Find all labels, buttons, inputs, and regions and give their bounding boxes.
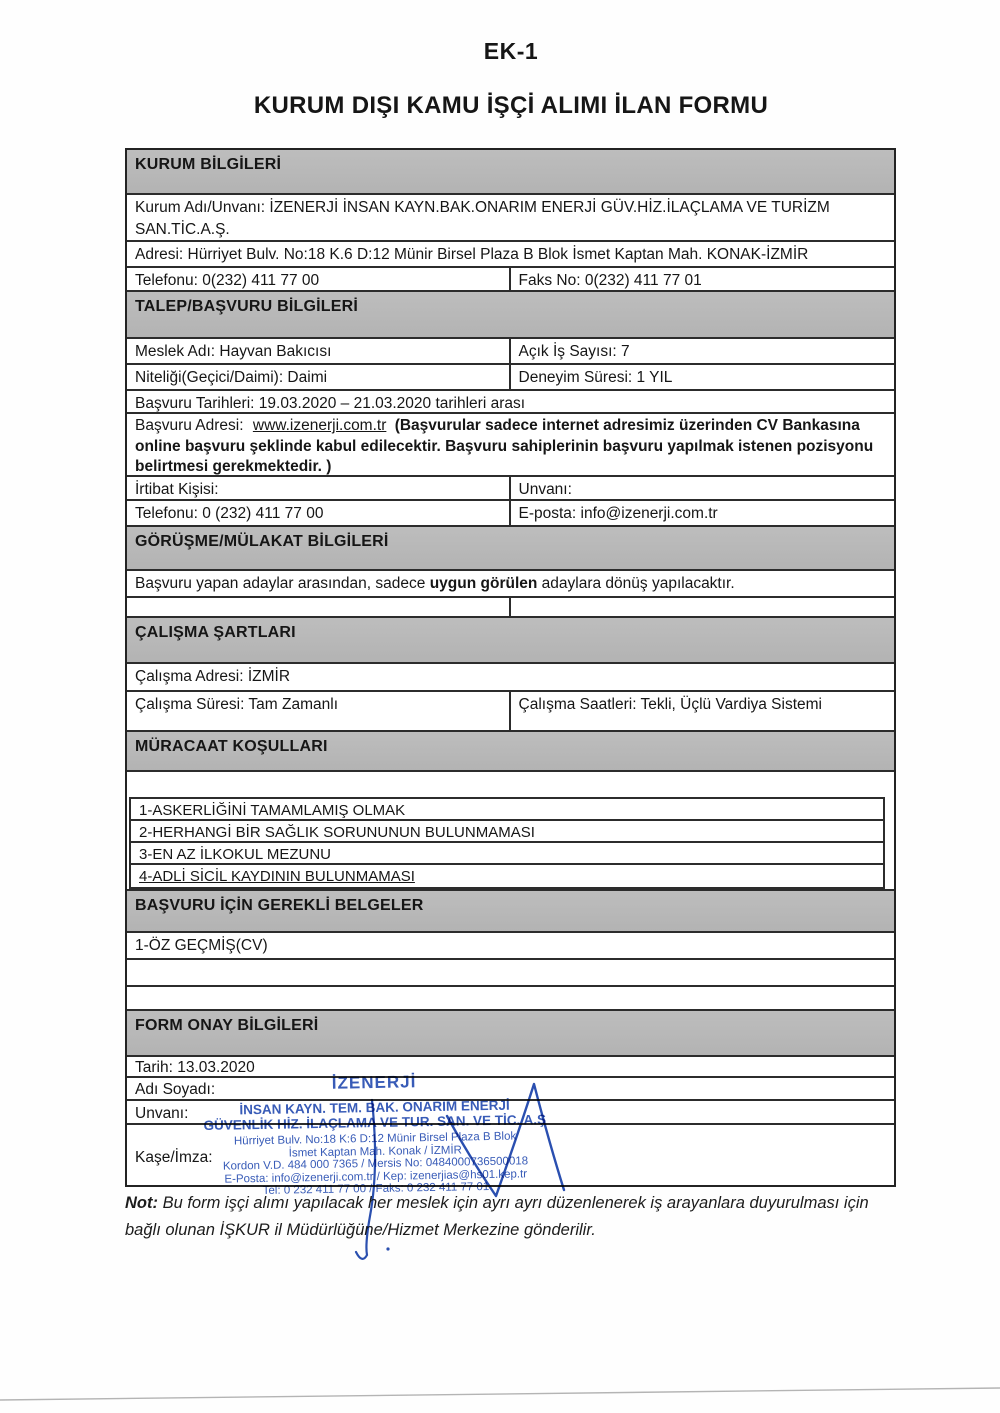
signature-ink-dot <box>386 1247 389 1250</box>
row-gorusme-aciklama <box>127 571 894 598</box>
cell-acik-is-sayisi: Açık İş Sayısı: 7 <box>518 343 630 360</box>
form-table <box>125 148 896 1187</box>
row-kase-imza: Kaşe/İmza: <box>135 1149 213 1166</box>
cell-unvani: Unvanı: <box>518 481 572 498</box>
section-bar-form-onay: FORM ONAY BİLGİLERİ <box>127 1011 894 1057</box>
cell-irtibat-kisisi: İrtibat Kişisi: <box>127 477 511 499</box>
list-item: 1-ASKERLİĞİNİ TAMAMLAMIŞ OLMAK <box>131 799 883 821</box>
row-calisma-sure-saat <box>127 692 894 732</box>
gorusme-text-pre: Başvuru yapan adaylar arasından, sadece <box>135 575 430 592</box>
row-unvani: Unvanı: <box>127 1101 894 1125</box>
row-irtibat-unvan <box>127 477 894 501</box>
cell-empty-right <box>511 598 895 616</box>
cell-empty-left <box>127 598 511 616</box>
section-bar-kurum-bilgileri: KURUM BİLGİLERİ <box>127 150 894 195</box>
basvuru-adresi-url: www.izenerji.com.tr <box>252 417 387 434</box>
section-bar-muracaat-kosullari: MÜRACAAT KOŞULLARI <box>127 732 894 772</box>
row-oz-gecmis: 1-ÖZ GEÇMİŞ(CV) <box>127 933 894 960</box>
row-telefon-faks <box>127 268 894 292</box>
cell-calisma-saatleri: Çalışma Saatleri: Tekli, Üçlü Vardiya Sistemi <box>518 696 822 713</box>
stamp-line: Kordon V.D. 484 000 7365 / Mersis No: 0484000736500018 <box>222 1155 529 1173</box>
cell-eposta: E-posta: info@izenerji.com.tr <box>518 505 718 522</box>
section-bar-talep-basvuru: TALEP/BAŞVURU BİLGİLERİ <box>127 292 894 339</box>
scan-artifact-line <box>0 1388 1000 1400</box>
cell-niteligi: Niteliği(Geçici/Daimi): Daimi <box>127 365 511 389</box>
note-label: Not: <box>125 1194 158 1212</box>
row-basvuru-tarihleri: Başvuru Tarihleri: 19.03.2020 – 21.03.2020 tarihleri arası <box>127 391 894 414</box>
stamp-line: GÜVENLİK HİZ. İLAÇLAMA VE TUR. SAN. VE TİC. A.Ş <box>203 1112 547 1133</box>
basvuru-adresi-aciklama: (Başvurular sadece internet adresimiz üzerinden CV Bankasına online başvuru şeklinde kabul edilecektir. Başvuru sahiplerinin başvuru yapılmak istenen pozisyonu belirtmesi gerekmektedir. ) <box>135 417 874 475</box>
stamp-line: Hürriyet Bulv. No:18 K:6 D:12 Münir Birsel Plaza B Blok <box>233 1130 517 1148</box>
stamp-line: Tel: 0 232 411 77 00 / Faks: 0 232 411 77 01 <box>262 1181 490 1197</box>
stamp-line: İsmet Kaptan Mah. Konak / İZMİR <box>288 1143 463 1160</box>
row-nitelik-deneyim <box>127 365 894 391</box>
cell-deneyim-suresi: Deneyim Süresi: 1 YIL <box>518 369 673 386</box>
row-calisma-adresi: Çalışma Adresi: İZMİR <box>127 664 894 692</box>
gorusme-text-bold: uygun görülen <box>429 575 538 592</box>
row-meslek-acikis <box>127 339 894 365</box>
muracaat-kosullari-listesi <box>129 797 885 889</box>
row-basvuru-adresi <box>127 414 894 477</box>
row-belge-empty-1 <box>127 960 894 987</box>
cell-telefonu-2: Telefonu: 0 (232) 411 77 00 <box>127 501 511 525</box>
section-bar-gorusme-mulakat: GÖRÜŞME/MÜLAKAT BİLGİLERİ <box>127 527 894 571</box>
section-bar-gerekli-belgeler: BAŞVURU İÇİN GEREKLİ BELGELER <box>127 889 894 933</box>
list-item: 2-HERHANGİ BİR SAĞLIK SORUNUNUN BULUNMAMASI <box>131 821 883 843</box>
stamp-line: E-Posta: info@izenerji.com.tr / Kep: izenerjias@hs01.kep.tr <box>224 1167 528 1186</box>
row-gorusme-empty <box>127 598 894 618</box>
cell-meslek-adi: Meslek Adı: Hayvan Bakıcısı <box>127 339 511 363</box>
list-item: 3-EN AZ İLKOKUL MEZUNU <box>131 843 883 865</box>
form-note <box>125 1190 901 1244</box>
gorusme-text-post: adaylara dönüş yapılacaktır. <box>537 575 735 592</box>
row-muracaat-gap <box>127 772 894 797</box>
row-kurum-adresi: Adresi: Hürriyet Bulv. No:18 K.6 D:12 Münir Birsel Plaza B Blok İsmet Kaptan Mah. KONAK-İZMİR <box>127 242 894 268</box>
page-title: KURUM DIŞI KAMU İŞÇİ ALIMI İLAN FORMU <box>253 92 769 119</box>
cell-telefonu: Telefonu: 0(232) 411 77 00 <box>127 268 511 290</box>
note-text: Bu form işçi alımı yapılacak her meslek için ayrı ayrı düzenlenerek iş arayanlara duyurulması için bağlı olunan İŞKUR il Müdürlüğüne/Hizmet Merkezine gönderilir. <box>125 1194 869 1239</box>
list-item: 4-ADLİ SİCİL KAYDININ BULUNMAMASI <box>139 868 415 885</box>
row-belge-empty-2 <box>127 987 894 1011</box>
page-tag: EK-1 <box>483 38 539 64</box>
section-bar-calisma-sartlari: ÇALIŞMA ŞARTLARI <box>127 618 894 664</box>
basvuru-adresi-label: Başvuru Adresi: <box>135 417 244 434</box>
row-kurum-adi: Kurum Adı/Unvanı: İZENERJİ İNSAN KAYN.BAK.ONARIM ENERJİ GÜV.HİZ.İLAÇLAMA VE TURİZM SAN.TİC.A.Ş. <box>127 195 894 242</box>
company-stamp <box>184 1070 566 1199</box>
stamp-line: İNSAN KAYN. TEM. BAK. ONARIM ENERJİ <box>239 1097 510 1118</box>
row-adi-soyadi: Adı Soyadı: <box>127 1078 894 1101</box>
cell-calisma-suresi: Çalışma Süresi: Tam Zamanlı <box>127 692 511 730</box>
row-telefon-eposta <box>127 501 894 527</box>
stamp-company-name: İZENERJİ <box>331 1072 417 1093</box>
row-tarih: Tarih: 13.03.2020 <box>127 1057 894 1078</box>
cell-faks: Faks No: 0(232) 411 77 01 <box>518 272 702 289</box>
